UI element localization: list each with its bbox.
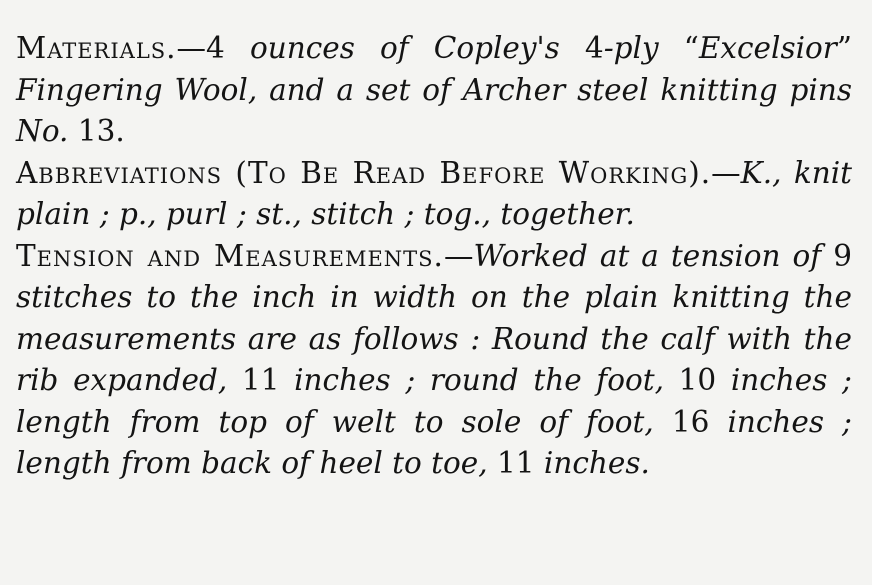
materials-run: ounces of Copley's <box>249 31 585 65</box>
tension-dash: — <box>443 238 474 273</box>
materials-dash: — <box>176 31 207 65</box>
tension-paragraph <box>16 236 852 485</box>
materials-run: ” <box>836 31 852 65</box>
tension-run: Worked at a tension of <box>473 238 834 273</box>
tension-run: inches ; length from back of heel to toe, <box>16 404 852 480</box>
tension-run: inches. <box>534 446 650 480</box>
tension-run: 16 <box>671 404 710 439</box>
abbreviations-heading: Abbreviations (To Be Read Before Working). <box>16 155 712 190</box>
tension-run: inches ; round the foot, <box>279 363 679 397</box>
abbreviations-dash: — <box>711 155 741 190</box>
tension-heading: Tension and Measurements. <box>16 238 444 273</box>
tension-run: 11 <box>497 446 535 480</box>
materials-paragraph <box>16 28 852 153</box>
tension-run: inches ; length from top of welt to sole of foot, <box>16 363 852 439</box>
abbreviations-run: K., knit plain ; p., purl ; st., stitch ; tog., together. <box>16 155 852 231</box>
document-page <box>16 28 852 485</box>
tension-run: 11 <box>241 363 280 397</box>
materials-heading: Materials. <box>16 31 177 65</box>
materials-run: Excelsior <box>698 31 837 65</box>
materials-run: “ <box>683 31 699 65</box>
materials-run: 4 <box>584 31 604 65</box>
materials-run: 4 <box>206 31 250 65</box>
tension-run: 9 <box>833 238 852 273</box>
tension-run: 10 <box>678 363 717 397</box>
abbreviations-paragraph <box>16 153 852 236</box>
materials-run: -ply <box>603 31 684 65</box>
materials-run: Fingering Wool, and a set of Archer steel knitting pins No. <box>16 72 852 148</box>
materials-run: 13. <box>77 114 125 148</box>
tension-run: stitches to the inch in width on the plain knitting the measurements are as follows : Round the calf with the rib expanded, <box>16 280 852 397</box>
